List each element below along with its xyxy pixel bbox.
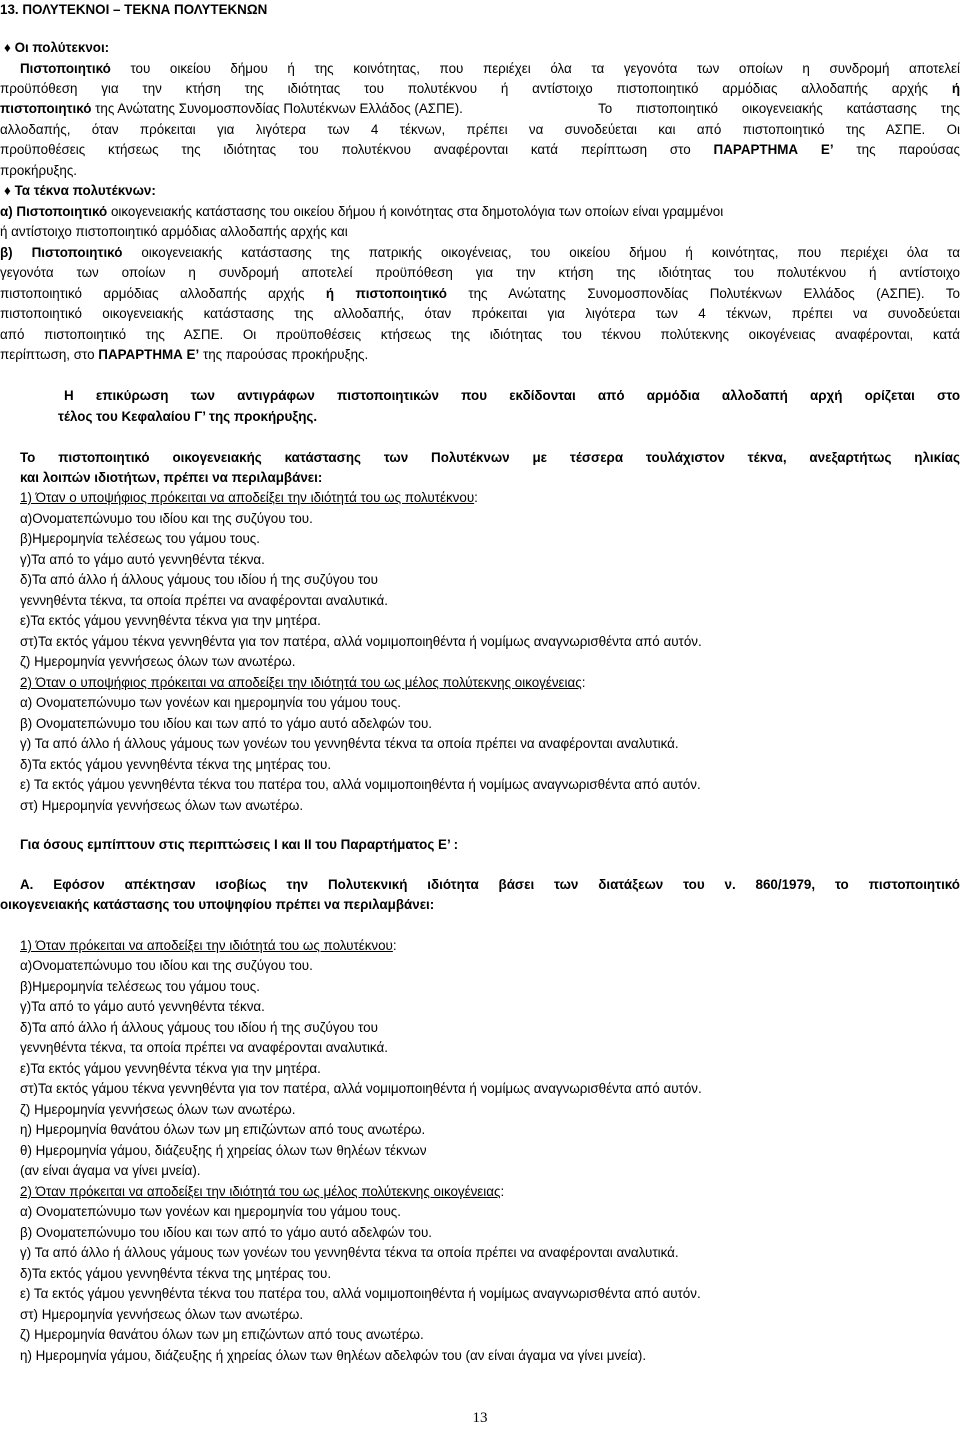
text-run: δ)Τα εκτός γάμου γεννηθέντα τέκνα της μητέρας του. [20, 1266, 332, 1281]
text-run: γεννηθέντα τέκνα, τα οποία πρέπει να αναφέρονται αναλυτικά. [20, 593, 388, 608]
text-line [20, 1038, 720, 1058]
text-line [20, 755, 720, 775]
text-run: Α. Εφόσον απέκτησαν ισοβίως την Πολυτεκνική ιδιότητα βάσει των διατάξεων του ν. 860/1979, το πιστοποιητικό [20, 877, 960, 892]
text-run: γεγονότα των οποίων η συνδρομή αποτελεί προϋπόθεση για την κτήση της ιδιότητας του πολυτέκνου ή αντίστοιχο [0, 265, 960, 280]
text-run: : [474, 490, 478, 505]
text-run: στ) Ημερομηνία γεννήσεως όλων των ανωτέρω. [20, 1307, 304, 1322]
text-run: Η επικύρωση των αντιγράφων πιστοποιητικών που εκδίδονται από αρμόδια αλλοδαπή αρχή ορίζεται στο [64, 388, 960, 403]
text-line [20, 673, 780, 693]
text-line [20, 652, 720, 672]
text-run: ή πιστοποιητικό [325, 286, 447, 301]
text-line [20, 714, 720, 734]
text-line [20, 956, 720, 976]
text-run: Πιστοποιητικό [20, 61, 111, 76]
text-run: 13. ΠΟΛΥΤΕΚΝΟΙ – ΤΕΚΝΑ ΠΟΛΥΤΕΚΝΩΝ [0, 2, 268, 17]
text-run: πιστοποιητικό [0, 101, 92, 116]
text-line [20, 1161, 720, 1181]
text-line [20, 1100, 720, 1120]
text-line [20, 835, 720, 855]
text-run: ΠΑΡΑΡΤΗΜΑ Ε’ [98, 347, 200, 362]
text-line [20, 734, 920, 754]
text-run: δ)Τα από άλλο ή άλλους γάμους του ιδίου ή της συζύγου του [20, 572, 378, 587]
text-line [64, 386, 960, 406]
text-line [0, 79, 960, 99]
text-run: γ) Τα από άλλο ή άλλους γάμους των γονέων του γεννηθέντα τέκνα τα οποία πρέπει να αναφέρονται αναλυτικά. [20, 736, 679, 751]
text-run: : [392, 938, 397, 953]
text-line [20, 1141, 720, 1161]
text-line [20, 1284, 920, 1304]
text-run: Οι πολύτεκνοι: [10, 40, 110, 55]
text-run: δ)Τα από άλλο ή άλλους γάμους του ιδίου ή της συζύγου του [20, 1020, 378, 1035]
text-run: της Ανώτατης Συνομοσπονδίας Πολυτέκνων Ελλάδος (ΑΣΠΕ). Το [446, 286, 960, 301]
text-run: θ) Ημερομηνία γάμου, διάζευξης ή χηρείας όλων των θηλέων τέκνων [20, 1143, 427, 1158]
text-line [20, 693, 720, 713]
text-run: στ) Ημερομηνία γεννήσεως όλων των ανωτέρω. [20, 798, 304, 813]
text-run: ΠΑΡΑΡΤΗΜΑ Ε’ [713, 142, 834, 157]
text-run: ε) Τα εκτός γάμου γεννηθέντα τέκνα του πατέρα του, αλλά νομιμοποιηθέντα ή νομίμως αναγνωρισθέντα από αυτόν. [20, 777, 701, 792]
text-run: στ)Τα εκτός γάμου τέκνα γεννηθέντα για τον πατέρα, αλλά νομιμοποιηθέντα ή νομίμως αναγνωρισθέντα από αυτόν. [20, 1081, 702, 1096]
text-line [0, 304, 960, 324]
text-line [0, 99, 560, 119]
text-run: περίπτωση, στο [0, 347, 99, 362]
text-line [20, 529, 720, 549]
text-line [20, 1243, 920, 1263]
text-line [20, 611, 720, 631]
text-run: β) Ονοματεπώνυμο του ιδίου και των από το γάμο αυτό αδελφών του. [20, 1225, 433, 1240]
text-line [0, 345, 600, 365]
text-run: του οικείου δήμου ή της κοινότητας, που περιέχει όλα τα γεγονότα των οποίων η συνδρομή αποτελεί [110, 61, 960, 76]
text-line [0, 243, 960, 263]
text-line [0, 284, 960, 304]
text-line [58, 407, 558, 427]
text-line [20, 875, 960, 895]
text-run: ♦ [4, 183, 11, 198]
text-run: Τα τέκνα πολυτέκνων: [10, 183, 156, 198]
text-run: ζ) Ημερομηνία γεννήσεως όλων των ανωτέρω. [20, 654, 296, 669]
text-line [0, 263, 960, 283]
text-line [4, 181, 264, 201]
text-line [20, 796, 720, 816]
text-line [20, 1120, 720, 1140]
text-line [4, 38, 204, 58]
text-line [20, 1182, 780, 1202]
text-run: ε) Τα εκτός γάμου γεννηθέντα τέκνα του πατέρα του, αλλά νομιμοποιηθέντα ή νομίμως αναγνωρισθέντα από αυτόν. [20, 1286, 701, 1301]
text-run: β)Ημερομηνία τελέσεως του γάμου τους. [20, 531, 260, 546]
text-run: από πιστοποιητικό της ΑΣΠΕ. Οι προϋποθέσεις κτήσεως της ιδιότητας του τέκνου πολύτεκνης οικογένειας αναφέρονται, κατά [0, 327, 960, 342]
text-line [20, 1223, 720, 1243]
text-line [0, 202, 960, 222]
text-run: οικογενειακής κατάστασης του υποψηφίου πρέπει να περιλαμβάνει: [0, 897, 435, 912]
text-run: πιστοποιητικό αρμόδιας αλλοδαπής αρχής [0, 286, 326, 301]
text-run: προκήρυξης. [0, 163, 78, 178]
text-line [0, 140, 960, 160]
text-line [20, 1264, 720, 1284]
text-run: ζ) Ημερομηνία θανάτου όλων των μη επιζώντων από τους ανωτέρω. [20, 1327, 424, 1342]
text-run: στ)Τα εκτός γάμου τέκνα γεννηθέντα για τον πατέρα, αλλά νομιμοποιηθέντα ή νομίμως αναγνωρισθέντα από αυτόν. [20, 634, 702, 649]
text-run: γ)Τα από το γάμο αυτό γεννηθέντα τέκνα. [20, 999, 265, 1014]
text-run: α)Ονοματεπώνυμο του ιδίου και της συζύγου του. [20, 958, 313, 973]
text-run: β)Ημερομηνία τελέσεως του γάμου τους. [20, 979, 260, 994]
text-line [0, 120, 960, 140]
text-run: και λοιπών ιδιοτήτων, πρέπει να περιλαμβάνει: [20, 470, 323, 485]
text-line [20, 1305, 720, 1325]
text-run: ή [951, 81, 960, 96]
text-line [20, 977, 720, 997]
text-run: ζ) Ημερομηνία γεννήσεως όλων των ανωτέρω. [20, 1102, 296, 1117]
text-run: α) Ονοματεπώνυμο των γονέων και ημερομηνία του γάμου τους. [20, 695, 401, 710]
text-run: δ)Τα εκτός γάμου γεννηθέντα τέκνα της μητέρας του. [20, 757, 332, 772]
text-run: Για όσους εμπίπτουν στις περιπτώσεις Ι και ΙΙ του Παραρτήματος Ε’ : [20, 837, 459, 852]
text-line [20, 1079, 920, 1099]
text-run: Το πιστοποιητικό οικογενειακής κατάστασης της [598, 101, 960, 116]
text-run: ή αντίστοιχο πιστοποιητικό αρμόδιας αλλοδαπής αρχής και [0, 224, 348, 239]
text-line [20, 1325, 720, 1345]
text-line [20, 59, 960, 79]
text-line [20, 570, 720, 590]
text-run: της παρούσας προκήρυξης. [199, 347, 369, 362]
text-run: 2) Όταν ο υποψήφιος πρόκειται να αποδείξει την ιδιότητά του ως μέλος πολύτεκνης οικογένειας [20, 675, 582, 690]
text-line [0, 161, 200, 181]
text-run: ε)Τα εκτός γάμου γεννηθέντα τέκνα για την μητέρα. [20, 613, 321, 628]
text-line [20, 997, 720, 1017]
text-line [20, 488, 720, 508]
page-number: 13 [472, 1410, 488, 1426]
text-line [20, 591, 720, 611]
text-run: (αν είναι άγαμα να γίνει μνεία). [20, 1163, 201, 1178]
text-run: γεννηθέντα τέκνα, τα οποία πρέπει να αναφέρονται αναλυτικά. [20, 1040, 388, 1055]
text-run: προϋποθέσεις κτήσεως της ιδιότητας του πολυτέκνου αναφέρονται κατά περίπτωση στο [0, 142, 714, 157]
text-run: 1) Όταν πρόκειται να αποδείξει την ιδιότητά του ως πολυτέκνου [20, 938, 393, 953]
text-run: β) Ονοματεπώνυμο του ιδίου και των από το γάμο αυτό αδελφών του. [20, 716, 433, 731]
text-run: πιστοποιητικό οικογενειακής κατάστασης της αλλοδαπής, όταν πρόκειται για λιγότερα των 4 τέκνων, πρέπει να συνοδεύεται [0, 306, 960, 321]
text-run: : [581, 675, 586, 690]
text-line [20, 1346, 920, 1366]
text-line [20, 509, 720, 529]
text-run: οικογενειακής κατάστασης της πατρικής οικογένειας, του οικείου δήμου ή κοινότητας, που περιέχει όλα τα [122, 245, 960, 260]
text-line [20, 468, 520, 488]
text-line [0, 325, 960, 345]
text-line [20, 632, 920, 652]
text-line [20, 775, 920, 795]
text-run: ♦ [4, 40, 11, 55]
text-line [0, 895, 700, 915]
text-run: α) Ονοματεπώνυμο των γονέων και ημερομηνία του γάμου τους. [20, 1204, 401, 1219]
text-run: γ) Τα από άλλο ή άλλους γάμους των γονέων του γεννηθέντα τέκνα τα οποία πρέπει να αναφέρονται αναλυτικά. [20, 1245, 679, 1260]
text-run: οικογενειακής κατάστασης του οικείου δήμου ή κοινότητας στα δημοτολόγια των οποίων είναι γραμμένοι [107, 204, 724, 219]
text-run: της παρούσας [833, 142, 960, 157]
text-run: προϋπόθεση για την κτήση της ιδιότητας του πολυτέκνου ή αντίστοιχο πιστοποιητικό αρμόδιας αλλοδαπής αρχής [0, 81, 952, 96]
text-run: η) Ημερομηνία γάμου, διάζευξης ή χηρείας όλων των θηλέων αδελφών του (αν είναι άγαμα να γίνει μνεία). [20, 1348, 647, 1363]
text-run: τέλος του Κεφαλαίου Γ’ της προκήρυξης. [58, 409, 318, 424]
text-line [20, 936, 720, 956]
text-line [20, 1059, 720, 1079]
text-run: της Ανώτατης Συνομοσπονδίας Πολυτέκνων Ελλάδος (ΑΣΠΕ). [91, 101, 463, 116]
text-run: Το πιστοποιητικό οικογενειακής κατάστασης των Πολυτέκνων με τέσσερα τουλάχιστον τέκνα, ανεξαρτήτως ηλικίας [20, 450, 960, 465]
text-run: α) Πιστοποιητικό [0, 204, 108, 219]
text-run: αλλοδαπής, όταν πρόκειται για λιγότερα των 4 τέκνων, πρέπει να συνοδεύεται και από πιστοποιητικό της ΑΣΠΕ. Οι [0, 122, 960, 137]
text-run: 1) Όταν ο υποψήφιος πρόκειται να αποδείξει την ιδιότητά του ως πολυτέκνου [20, 490, 475, 505]
text-run: γ)Τα από το γάμο αυτό γεννηθέντα τέκνα. [20, 552, 265, 567]
section-title [0, 0, 380, 20]
text-line [20, 1018, 720, 1038]
text-run: η) Ημερομηνία θανάτου όλων των μη επιζώντων από τους ανωτέρω. [20, 1122, 426, 1137]
text-run: α)Ονοματεπώνυμο του ιδίου και της συζύγου του. [20, 511, 313, 526]
text-line [598, 99, 960, 119]
text-run: : [500, 1184, 505, 1199]
text-line [20, 550, 720, 570]
text-run: 2) Όταν πρόκειται να αποδείξει την ιδιότητά του ως μέλος πολύτεκνης οικογένειας [20, 1184, 501, 1199]
text-run: ε)Τα εκτός γάμου γεννηθέντα τέκνα για την μητέρα. [20, 1061, 321, 1076]
text-line [20, 1202, 720, 1222]
text-run: β) Πιστοποιητικό [0, 245, 123, 260]
text-line [0, 222, 600, 242]
text-line [20, 448, 960, 468]
